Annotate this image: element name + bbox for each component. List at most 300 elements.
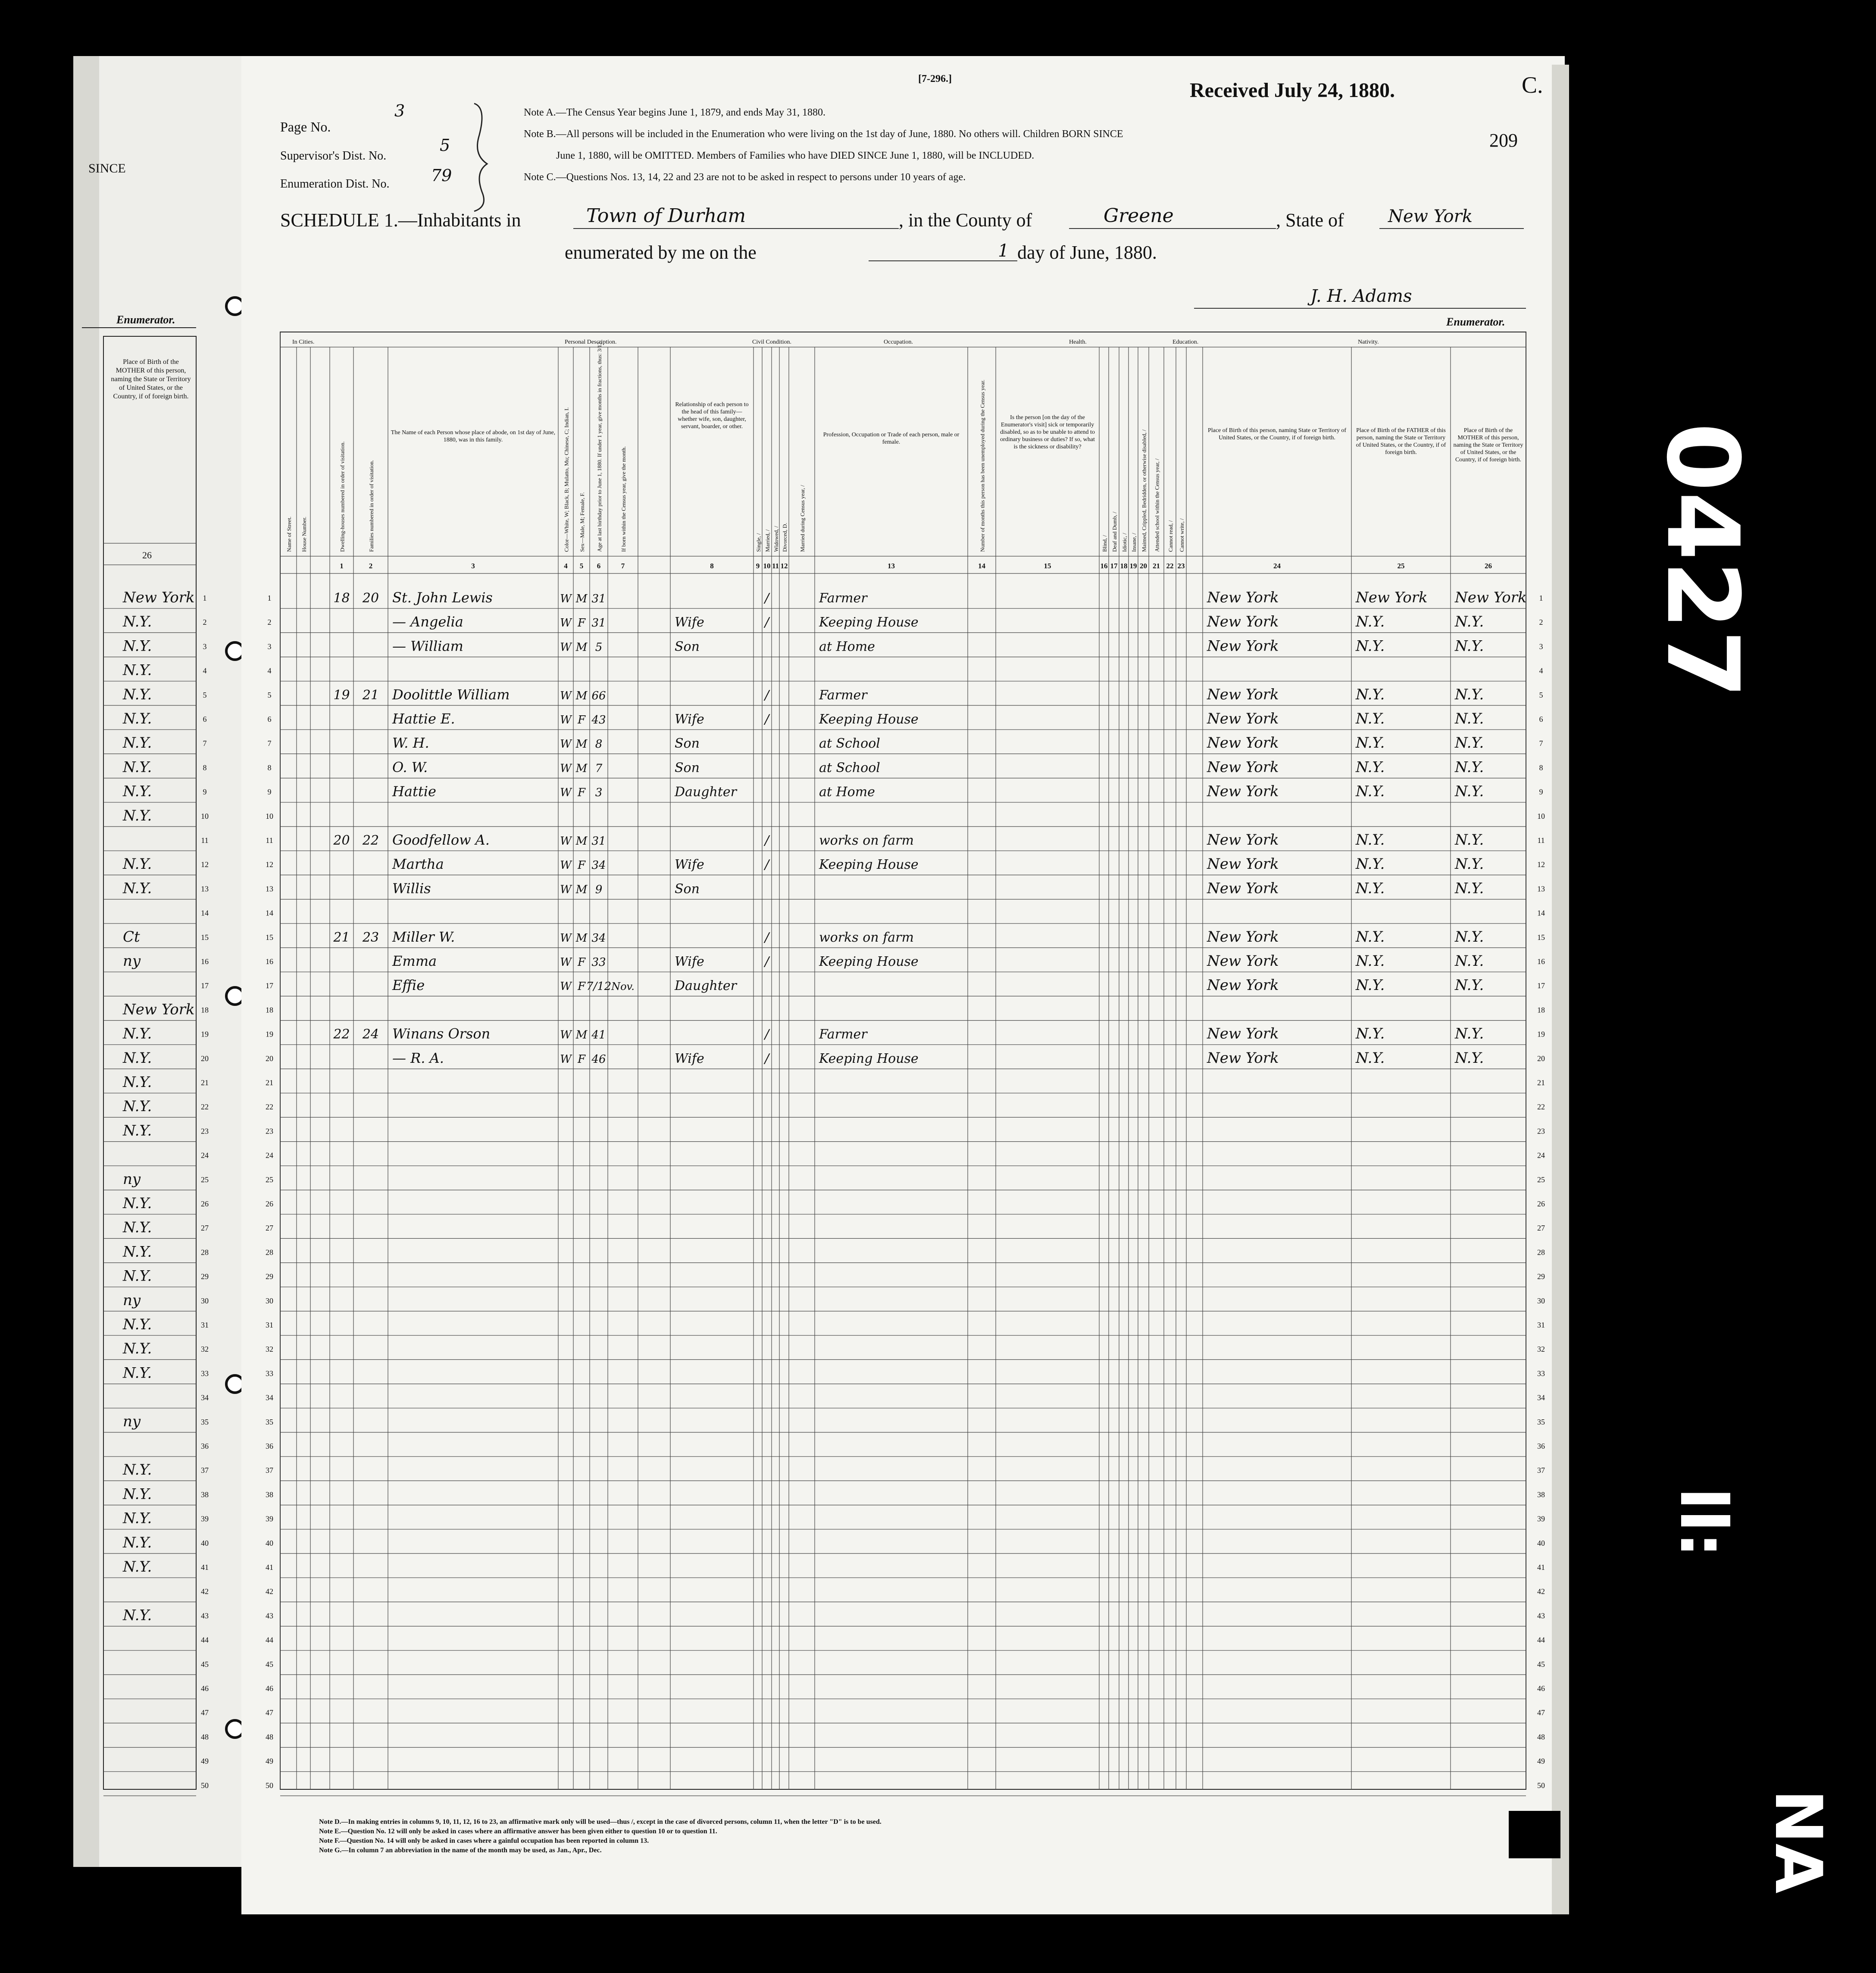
county-label: , in the County of	[899, 210, 1032, 231]
column-header-blind: Blind, /	[1101, 535, 1108, 552]
left-margin-value: N.Y.	[123, 613, 152, 631]
cell-bf: New York	[1356, 589, 1428, 606]
line-number: 3	[267, 642, 272, 651]
line-number: 49	[266, 1757, 273, 1766]
enumerator-signature: J. H. Adams	[1310, 286, 1412, 306]
left-line-number: 20	[201, 1054, 209, 1063]
left-margin-value: N.Y.	[123, 807, 152, 824]
cell-bm: New York	[1455, 589, 1527, 606]
line-number-right: 2	[1539, 618, 1543, 627]
line-number: 50	[266, 1781, 273, 1790]
line-number: 34	[266, 1393, 273, 1402]
line-number-right: 38	[1537, 1490, 1545, 1499]
line-number: 2	[267, 618, 272, 627]
line-number: 5	[267, 690, 272, 699]
cell-bm: N.Y.	[1455, 1049, 1484, 1067]
enumeration-value: 79	[431, 166, 452, 185]
column-header-sick: Is the person [on the day of the Enumerator's visit] sick or temporarily disabled, so as to be unable to attend to ordinary business or duties? If so, what is the sickness or disability?	[1000, 414, 1095, 450]
column-header-married: Married, /	[764, 529, 771, 552]
page-no-value: 3	[394, 101, 405, 120]
cell-color: W	[560, 786, 572, 799]
cell-name: Doolittle William	[392, 686, 510, 703]
cell-family: 21	[362, 687, 379, 703]
column-number: 10	[763, 562, 771, 570]
line-number: 26	[266, 1199, 273, 1208]
left-line-number: 26	[201, 1199, 209, 1208]
left-line-number: 23	[201, 1127, 209, 1136]
cell-name: O. W.	[392, 759, 428, 776]
line-number: 48	[266, 1732, 273, 1741]
line-number-right: 36	[1537, 1442, 1545, 1450]
left-line-number: 22	[201, 1102, 209, 1112]
line-number-right: 49	[1537, 1757, 1545, 1766]
cell-dwelling: 21	[333, 930, 350, 945]
column-number: 16	[1100, 562, 1108, 570]
column-header-insane: Insane, /	[1131, 532, 1137, 552]
cell-bf: N.Y.	[1356, 952, 1385, 970]
line-number: 35	[266, 1417, 273, 1426]
line-number: 12	[266, 860, 273, 869]
cell-bf: N.Y.	[1356, 710, 1385, 727]
line-number-right: 10	[1537, 811, 1545, 821]
left-line-number: 13	[201, 884, 209, 893]
left-margin-value: ny	[123, 1291, 141, 1309]
main-page	[241, 56, 1569, 1914]
column-number: 19	[1129, 562, 1137, 570]
left-margin-value: N.Y.	[123, 1025, 152, 1043]
line-number-right: 11	[1537, 836, 1545, 845]
supervisor-label: Supervisor's Dist. No.	[280, 149, 387, 163]
cell-occ: Farmer	[819, 591, 867, 606]
column-header-birth-mother: Place of Birth of the MOTHER of this person, naming the State or Territory of United States, or the Country, if of foreign birth.	[1453, 427, 1523, 463]
cell-bm: N.Y.	[1455, 613, 1484, 631]
line-number-right: 46	[1537, 1684, 1545, 1693]
cell-bm: N.Y.	[1455, 686, 1484, 703]
cell-occ: Farmer	[819, 687, 867, 703]
line-number: 4	[267, 666, 272, 675]
cell-occ: Keeping House	[819, 954, 919, 969]
left-margin-value: N.Y.	[123, 1267, 152, 1285]
left-margin-value: N.Y.	[123, 686, 152, 703]
cell-age: 8	[595, 738, 603, 751]
cell-bf: N.Y.	[1356, 637, 1385, 655]
left-line-number: 47	[201, 1708, 209, 1717]
cell-name: Winans Orson	[392, 1025, 491, 1042]
line-number-right: 33	[1537, 1369, 1545, 1378]
cell-bm: N.Y.	[1455, 734, 1484, 752]
cell-bf: N.Y.	[1356, 928, 1385, 946]
left-line-number: 33	[201, 1369, 209, 1378]
left-margin-value: N.Y.	[123, 1243, 152, 1261]
column-header-cannot-read: Cannot read, /	[1167, 520, 1174, 552]
cell-sex: F	[577, 980, 586, 993]
cell-bf: N.Y.	[1356, 831, 1385, 849]
left-line-number: 24	[201, 1151, 209, 1160]
left-margin-value: N.Y.	[123, 1074, 152, 1091]
line-number: 11	[266, 836, 273, 845]
column-header-divorced: Divorced, D.	[782, 523, 788, 552]
cell-occ: Keeping House	[819, 615, 919, 630]
cell-rel: Wife	[675, 857, 704, 873]
column-header-deaf: Deaf and Dumb, /	[1111, 511, 1118, 552]
left-margin-value: N.Y.	[123, 734, 152, 752]
cell-bf: N.Y.	[1356, 1025, 1385, 1043]
cell-civil: /	[764, 857, 769, 873]
supervisor-value: 5	[440, 136, 450, 155]
cell-rel: Wife	[675, 615, 704, 630]
cell-age: 31	[591, 592, 606, 605]
cell-name: Martha	[392, 856, 444, 873]
left-line-number: 11	[201, 836, 209, 845]
cell-family: 24	[362, 1027, 379, 1042]
line-number-right: 48	[1537, 1732, 1545, 1741]
line-number: 40	[266, 1538, 273, 1547]
frame-number: 0427	[1645, 423, 1760, 699]
left-line-number: 41	[201, 1563, 209, 1572]
left-margin-value: N.Y.	[123, 783, 152, 800]
left-margin-value: N.Y.	[123, 855, 152, 873]
column-header-relationship: Relationship of each person to the head of this family—whether wife, son, daughter, servant, boarder, or other.	[675, 401, 749, 430]
cell-name: Emma	[392, 953, 437, 969]
cell-sex: M	[575, 641, 588, 654]
left-line-number: 50	[201, 1781, 209, 1790]
column-number: 14	[978, 562, 985, 570]
cell-bf: N.Y.	[1356, 880, 1385, 897]
line-number: 25	[266, 1175, 273, 1184]
cell-civil: /	[764, 687, 769, 703]
cell-bp: New York	[1207, 613, 1279, 631]
line-number: 39	[266, 1514, 273, 1523]
cell-sex: M	[575, 592, 588, 605]
column-header-idiotic: Idiotic, /	[1121, 532, 1128, 552]
line-number-right: 47	[1537, 1708, 1545, 1717]
cell-color: W	[560, 689, 572, 702]
cell-bm: N.Y.	[1455, 1025, 1484, 1043]
cell-age: 3	[595, 786, 603, 799]
cell-bm: N.Y.	[1455, 783, 1484, 800]
line-number-right: 40	[1537, 1538, 1545, 1547]
left-margin-value: N.Y.	[123, 1098, 152, 1115]
line-number-right: 8	[1539, 763, 1543, 772]
cell-age: 31	[591, 835, 606, 848]
cell-civil: /	[764, 954, 769, 969]
cell-bp: New York	[1207, 1049, 1279, 1067]
column-number: 4	[564, 562, 568, 570]
cell-age: 33	[591, 956, 606, 969]
cell-rel: Wife	[675, 712, 704, 727]
left-margin-value: ny	[123, 952, 141, 970]
line-number-right: 50	[1537, 1781, 1545, 1790]
line-number-right: 1	[1539, 594, 1543, 602]
left-line-number: 43	[201, 1611, 209, 1620]
left-margin-value: Ct	[123, 928, 140, 946]
line-number-right: 25	[1537, 1175, 1545, 1184]
line-number-right: 31	[1537, 1321, 1545, 1329]
left-line-number: 8	[203, 763, 207, 772]
corner-letter: C.	[1522, 72, 1543, 98]
left-page	[73, 56, 259, 1867]
cell-bp: New York	[1207, 637, 1279, 655]
cell-bp: New York	[1207, 758, 1279, 776]
line-number: 20	[266, 1054, 273, 1063]
cell-bm: N.Y.	[1455, 952, 1484, 970]
state-value: New York	[1388, 207, 1473, 226]
line-number: 28	[266, 1248, 273, 1257]
line-number-right: 29	[1537, 1272, 1545, 1281]
left-margin-value: N.Y.	[123, 1122, 152, 1140]
cell-bm: N.Y.	[1455, 710, 1484, 727]
note-f: Note F.—Question No. 14 will only be asked in cases where a gainful occupation has been reported in column 13.	[319, 1837, 649, 1845]
left-line-number: 19	[201, 1030, 209, 1039]
left-line-number: 15	[201, 933, 209, 942]
cell-name: Hattie E.	[392, 711, 455, 727]
cell-bp: New York	[1207, 880, 1279, 897]
column-header-occupation: Profession, Occupation or Trade of each person, male or female.	[823, 432, 960, 445]
cell-color: W	[560, 835, 572, 848]
column-number: 8	[710, 562, 714, 570]
enumeration-label: Enumeration Dist. No.	[280, 177, 390, 191]
line-number-right: 15	[1537, 933, 1545, 942]
group-education: Education.	[1172, 339, 1199, 345]
cell-color: W	[560, 762, 572, 775]
cell-rel: Daughter	[675, 784, 737, 800]
cell-occ: at School	[819, 760, 880, 776]
date-suffix: day of June, 1880.	[1017, 242, 1157, 263]
cell-name: — William	[392, 638, 463, 655]
left-margin-value: N.Y.	[123, 758, 152, 776]
group-civil: Civil Condition.	[752, 339, 792, 345]
film-edge-text: NA	[1760, 1789, 1835, 1894]
cell-color: W	[560, 592, 572, 605]
left-line-number: 17	[201, 981, 209, 990]
cell-bm: N.Y.	[1455, 758, 1484, 776]
column-number: 12	[780, 562, 788, 570]
cell-sex: M	[575, 931, 588, 945]
stamp-number: 209	[1489, 130, 1518, 151]
cell-dwelling: 20	[333, 833, 350, 848]
line-number-right: 17	[1537, 981, 1545, 990]
left-margin-value: N.Y.	[123, 1558, 152, 1575]
day-value: 1	[998, 241, 1009, 261]
left-line-number: 46	[201, 1684, 209, 1693]
line-number: 38	[266, 1490, 273, 1499]
line-number-right: 12	[1537, 860, 1545, 869]
cell-born: Nov.	[611, 980, 635, 993]
line-number: 27	[266, 1224, 273, 1233]
column-number: 1	[340, 562, 344, 570]
cell-bm: N.Y.	[1455, 831, 1484, 849]
line-number-right: 45	[1537, 1660, 1545, 1669]
line-number-right: 41	[1537, 1563, 1545, 1572]
cell-bp: New York	[1207, 831, 1279, 849]
line-number-right: 23	[1537, 1127, 1545, 1136]
column-number: 15	[1044, 562, 1051, 570]
cell-civil: /	[764, 591, 769, 606]
line-number: 15	[266, 933, 273, 942]
column-header-school: Attended school within the Census year, /	[1154, 458, 1160, 552]
line-number-right: 44	[1537, 1635, 1545, 1644]
cell-sex: M	[575, 762, 588, 775]
cell-bm: N.Y.	[1455, 880, 1484, 897]
line-number-right: 32	[1537, 1345, 1545, 1354]
cell-age: 5	[595, 641, 603, 654]
line-number: 22	[266, 1102, 273, 1112]
line-number-right: 18	[1537, 1005, 1545, 1015]
line-number-right: 37	[1537, 1466, 1545, 1475]
left-margin-value: ny	[123, 1412, 141, 1430]
form-number: [7-296.]	[918, 73, 952, 85]
line-number: 43	[266, 1611, 273, 1620]
line-number-right: 34	[1537, 1393, 1545, 1402]
cell-civil: /	[764, 1027, 769, 1042]
line-number-right: 30	[1537, 1296, 1545, 1305]
cell-age: 43	[591, 714, 606, 727]
line-number: 30	[266, 1296, 273, 1305]
column-number: 13	[888, 562, 895, 570]
cell-age: 41	[591, 1028, 606, 1042]
cell-name: Hattie	[392, 783, 436, 800]
line-number-right: 7	[1539, 739, 1543, 748]
line-number: 42	[266, 1587, 273, 1596]
cell-color: W	[560, 883, 572, 896]
column-number: 20	[1140, 562, 1147, 570]
cell-color: W	[560, 714, 572, 727]
cell-name: St. John Lewis	[392, 589, 493, 606]
group-health: Health.	[1069, 339, 1087, 345]
cell-bf: N.Y.	[1356, 758, 1385, 776]
line-number: 14	[266, 908, 273, 918]
line-number: 41	[266, 1563, 273, 1572]
line-number: 32	[266, 1345, 273, 1354]
left-margin-value: N.Y.	[123, 1461, 152, 1479]
film-mark: ll:	[1666, 1488, 1741, 1558]
column-number: 18	[1120, 562, 1128, 570]
received-stamp: Received July 24, 1880.	[1190, 79, 1395, 102]
line-number: 21	[266, 1078, 273, 1087]
left-line-number: 3	[203, 642, 207, 651]
cell-sex: F	[577, 859, 586, 872]
cell-color: W	[560, 738, 572, 751]
column-header-age: Age at last birthday prior to June 1, 1880. If under 1 year, give months in fractions, thus: 3/12.	[596, 340, 603, 552]
cell-civil: /	[764, 615, 769, 630]
column-number: 22	[1166, 562, 1174, 570]
column-number: 25	[1397, 562, 1405, 570]
cell-name: W. H.	[392, 735, 429, 752]
cell-color: W	[560, 859, 572, 872]
cell-family: 23	[362, 930, 379, 945]
left-margin-value: N.Y.	[123, 637, 152, 655]
line-number-right: 14	[1537, 908, 1545, 918]
line-number-right: 16	[1537, 957, 1545, 966]
column-header-unemployed: Number of months this person has been unemployed during the Census year.	[979, 379, 986, 552]
left-margin-value: N.Y.	[123, 1607, 152, 1624]
line-number-right: 21	[1537, 1078, 1545, 1087]
cell-occ: at Home	[819, 639, 875, 655]
column-number: 6	[597, 562, 601, 570]
column-header-dwelling: Dwelling-houses numbered in order of visitation.	[339, 441, 346, 552]
cell-occ: Keeping House	[819, 857, 919, 873]
left-line-number: 21	[201, 1078, 209, 1087]
line-number: 47	[266, 1708, 273, 1717]
left-margin-value: N.Y.	[123, 1485, 152, 1503]
cell-age: 34	[591, 859, 606, 872]
cell-bm: N.Y.	[1455, 637, 1484, 655]
cell-bf: N.Y.	[1356, 1049, 1385, 1067]
left-enumerator-label: Enumerator.	[116, 313, 175, 326]
group-in-cities: In Cities.	[292, 339, 315, 345]
line-number: 46	[266, 1684, 273, 1693]
cell-dwelling: 19	[333, 687, 350, 703]
column-header-birth-father: Place of Birth of the FATHER of this person, naming the State or Territory of United States, or the Country, if of foreign birth.	[1356, 427, 1446, 456]
state-label: , State of	[1276, 210, 1344, 231]
column-number: 26	[1485, 562, 1492, 570]
cell-occ: Keeping House	[819, 712, 919, 727]
left-line-number: 44	[201, 1635, 209, 1644]
left-line-number: 36	[201, 1442, 209, 1450]
line-number-right: 39	[1537, 1514, 1545, 1523]
cell-rel: Son	[675, 736, 700, 752]
line-number-right: 13	[1537, 884, 1545, 893]
column-number: 3	[471, 562, 475, 570]
cell-color: W	[560, 980, 572, 993]
left-line-number: 42	[201, 1587, 209, 1596]
left-margin-value: ny	[123, 1170, 141, 1188]
cell-civil: /	[764, 1051, 769, 1066]
line-number-right: 6	[1539, 715, 1543, 723]
cell-age: 9	[595, 883, 603, 896]
cell-age: 66	[591, 689, 606, 702]
line-number: 36	[266, 1442, 273, 1450]
cell-bm: N.Y.	[1455, 928, 1484, 946]
left-margin-value: N.Y.	[123, 1534, 152, 1551]
cell-civil: /	[764, 930, 769, 945]
left-margin-value: N.Y.	[123, 710, 152, 727]
left-col-number: 26	[142, 550, 152, 561]
line-number-right: 22	[1537, 1102, 1545, 1112]
line-number: 29	[266, 1272, 273, 1281]
cell-color: W	[560, 641, 572, 654]
column-header-married-year: Married during Census year, /	[799, 485, 806, 552]
left-margin-value: N.Y.	[123, 1195, 152, 1212]
note-a: Note A.—The Census Year begins June 1, 1879, and ends May 31, 1880.	[524, 107, 825, 118]
cell-rel: Son	[675, 881, 700, 897]
left-line-number: 10	[201, 811, 209, 821]
page-no-label: Page No.	[280, 119, 331, 135]
note-d: Note D.—In making entries in columns 9, 10, 11, 12, 16 to 23, an affirmative mark only will be used—thus /, except in the case of divorced persons, column 11, when the letter "D" is to be used.	[319, 1818, 882, 1826]
cell-rel: Daughter	[675, 978, 737, 994]
column-number: 5	[579, 562, 584, 570]
cell-bp: New York	[1207, 977, 1279, 994]
cell-bf: N.Y.	[1356, 855, 1385, 873]
column-header-widowed: Widowed, /	[773, 526, 779, 552]
left-line-number: 6	[203, 715, 207, 723]
left-line-number: 7	[203, 739, 207, 748]
line-number: 31	[266, 1321, 273, 1329]
group-nativity: Nativity.	[1358, 339, 1379, 345]
schedule-title: SCHEDULE 1.—Inhabitants in	[280, 210, 521, 231]
left-line-number: 28	[201, 1248, 209, 1257]
left-margin-value: N.Y.	[123, 1049, 152, 1067]
cell-age: 31	[591, 617, 606, 630]
county-value: Greene	[1104, 205, 1174, 227]
cell-bp: New York	[1207, 734, 1279, 752]
left-col-header: Place of Birth of the MOTHER of this person, naming the State or Territory of United States, or the Country, if of foreign birth.	[111, 358, 191, 400]
column-header-born-month: If born within the Census year, give the month.	[620, 446, 627, 552]
line-number-right: 3	[1539, 642, 1543, 651]
column-header-name: The Name of each Person whose place of abode, on 1st day of June, 1880, was in this family.	[391, 429, 556, 443]
column-header-house: House Number.	[301, 517, 307, 552]
line-number-right: 27	[1537, 1224, 1545, 1233]
